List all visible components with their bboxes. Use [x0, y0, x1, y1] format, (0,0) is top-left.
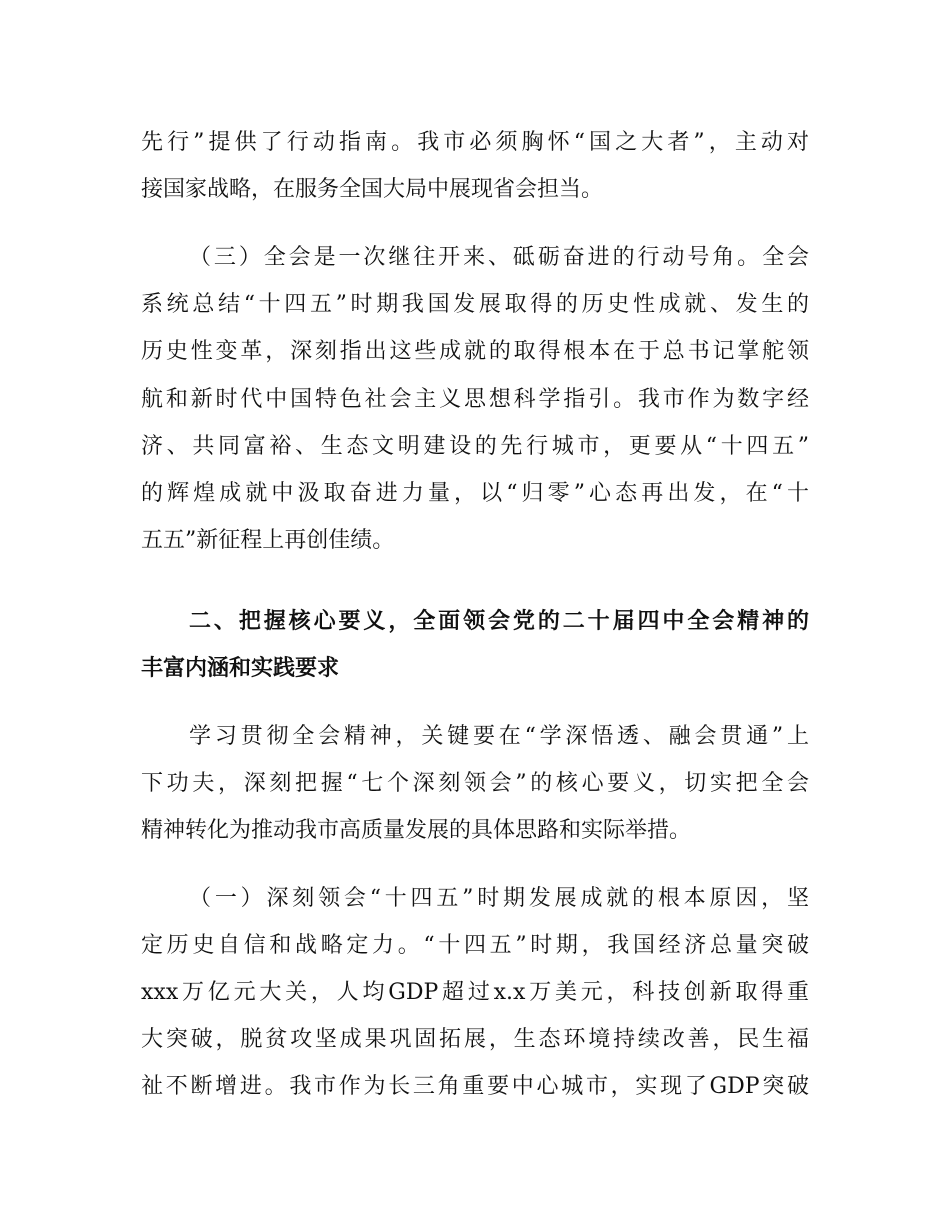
- paragraph-line: xxx万亿元大关，人均GDP超过x.x万美元，科技创新取得重: [141, 980, 809, 1005]
- paragraph-line: 先行”提供了行动指南。我市必须胸怀“国之大者”，主动对: [141, 130, 809, 155]
- paragraph-line: 系统总结“十四五”时期我国发展取得的历史性成就、发生的: [141, 292, 809, 317]
- paragraph-line: 下功夫，深刻把握“七个深刻领会”的核心要义，切实把全会: [141, 771, 809, 796]
- paragraph-line: 精神转化为推动我市高质量发展的具体思路和实际举措。: [141, 818, 692, 843]
- section-heading-line: 二、把握核心要义，全面领会党的二十届四中全会精神的: [189, 609, 809, 634]
- paragraph-line: 济、共同富裕、生态文明建设的先行城市，更要从“十四五”: [141, 434, 809, 459]
- paragraph-line: 航和新时代中国特色社会主义思想科学指引。我市作为数字经: [141, 387, 809, 412]
- paragraph-line: 学习贯彻全会精神，关键要在“学深悟透、融会贯通”上: [189, 724, 809, 749]
- paragraph-line: 历史性变革，深刻指出这些成就的取得根本在于总书记掌舵领: [141, 339, 809, 364]
- paragraph-line: 的辉煌成就中汲取奋进力量，以“归零”心态再出发，在“十: [141, 481, 809, 506]
- paragraph-line: 祉不断增进。我市作为长三角重要中心城市，实现了GDP突破: [141, 1074, 809, 1099]
- paragraph-line: （一）深刻领会“十四五”时期发展成就的根本原因，坚: [189, 886, 809, 911]
- section-heading-line: 丰富内涵和实践要求: [141, 656, 340, 681]
- paragraph-line: 大突破，脱贫攻坚成果巩固拓展，生态环境持续改善，民生福: [141, 1027, 809, 1052]
- paragraph-line: 五五”新征程上再创佳绩。: [141, 528, 395, 553]
- paragraph-line: 定历史自信和战略定力。“十四五”时期，我国经济总量突破: [141, 933, 809, 958]
- paragraph-line: 接国家战略，在服务全国大局中展现省会担当。: [141, 177, 604, 202]
- paragraph-line: （三）全会是一次继往开来、砥砺奋进的行动号角。全会: [189, 245, 809, 270]
